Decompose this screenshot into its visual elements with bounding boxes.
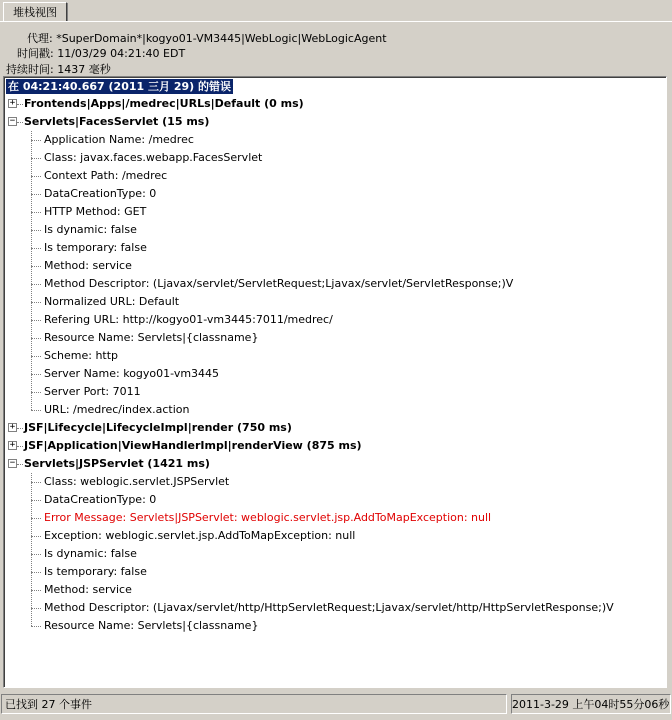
- agent-value: *SuperDomain*|kogyo01-VM3445|WebLogic|WebLogicAgent: [56, 32, 387, 45]
- tree-connector: [31, 158, 41, 159]
- trace-header: [0, 22, 672, 76]
- tree-connector: [31, 554, 41, 555]
- status-datetime: 2011-3-29 上午04时55分06秒: [511, 694, 671, 714]
- property-row[interactable]: Is temporary: false: [44, 565, 147, 578]
- tree-connector: [31, 176, 41, 177]
- tree-connector: [17, 428, 23, 429]
- tree-root-title[interactable]: 在 04:21:40.667 (2011 三月 29) 的错误: [8, 80, 231, 93]
- tree-connector: [31, 284, 41, 285]
- status-bar: [0, 692, 672, 720]
- property-row[interactable]: Method: service: [44, 259, 132, 272]
- tree-node[interactable]: JSF|Application|ViewHandlerImpl|renderView (875 ms): [24, 439, 362, 452]
- timestamp-label: 时间戳:: [17, 47, 54, 60]
- error-message-row[interactable]: Error Message: Servlets|JSPServlet: weblogic.servlet.jsp.AddToMapException: null: [44, 511, 492, 524]
- property-row[interactable]: Resource Name: Servlets|{classname}: [44, 331, 259, 344]
- tree-connector: [31, 248, 41, 249]
- tree-connector: [31, 140, 41, 141]
- tree-connector: [31, 392, 41, 393]
- trace-tree-panel[interactable]: [3, 76, 667, 688]
- property-row[interactable]: Application Name: /medrec: [44, 133, 194, 146]
- tree-connector: [31, 338, 41, 339]
- property-row[interactable]: Is temporary: false: [44, 241, 147, 254]
- tree-connector: [17, 464, 23, 465]
- tree-connector: [17, 122, 23, 123]
- tree-connector: [31, 266, 41, 267]
- expand-plus-icon[interactable]: +: [9, 98, 16, 108]
- tree-node[interactable]: Servlets|JSPServlet (1421 ms): [24, 457, 210, 470]
- property-row[interactable]: Is dynamic: false: [44, 223, 137, 236]
- property-row[interactable]: Is dynamic: false: [44, 547, 137, 560]
- tree-connector: [31, 212, 41, 213]
- tree-connector: [31, 608, 41, 609]
- expand-plus-icon[interactable]: +: [9, 422, 16, 432]
- tree-connector: [17, 446, 23, 447]
- property-row[interactable]: Server Port: 7011: [44, 385, 141, 398]
- collapse-minus-icon[interactable]: −: [9, 458, 16, 468]
- duration-label: 持续时间:: [6, 63, 54, 76]
- expand-plus-icon[interactable]: +: [9, 440, 16, 450]
- property-row[interactable]: Method: service: [44, 583, 132, 596]
- tree-connector: [31, 131, 32, 410]
- tree-connector: [31, 320, 41, 321]
- property-row[interactable]: Normalized URL: Default: [44, 295, 180, 308]
- property-row[interactable]: DataCreationType: 0: [44, 187, 157, 200]
- property-row[interactable]: Server Name: kogyo01-vm3445: [44, 367, 220, 380]
- tab-stack-view[interactable]: 堆栈视图: [3, 2, 67, 22]
- property-row[interactable]: URL: /medrec/index.action: [44, 403, 190, 416]
- property-row[interactable]: Class: javax.faces.webapp.FacesServlet: [44, 151, 263, 164]
- property-row[interactable]: HTTP Method: GET: [44, 205, 147, 218]
- agent-label: 代理:: [27, 32, 53, 45]
- tree-node[interactable]: Frontends|Apps|/medrec|URLs|Default (0 ms): [24, 97, 304, 110]
- tree-connector: [31, 302, 41, 303]
- tree-connector: [31, 590, 41, 591]
- tab-strip: [0, 0, 672, 22]
- property-row[interactable]: Method Descriptor: (Ljavax/servlet/ServletRequest;Ljavax/servlet/ServletResponse;)V: [44, 277, 514, 290]
- tree-connector: [31, 374, 41, 375]
- property-row[interactable]: Class: weblogic.servlet.JSPServlet: [44, 475, 230, 488]
- tree-connector: [31, 518, 41, 519]
- tree-connector: [31, 230, 41, 231]
- property-row[interactable]: Method Descriptor: (Ljavax/servlet/http/HttpServletRequest;Ljavax/servlet/http/HttpServletResponse;)V: [44, 601, 614, 614]
- property-row[interactable]: Scheme: http: [44, 349, 119, 362]
- tree-connector: [31, 194, 41, 195]
- tree-connector: [31, 410, 41, 411]
- tree-connector: [31, 482, 41, 483]
- tree-connector: [31, 572, 41, 573]
- tree-connector: [17, 104, 23, 105]
- tree-connector: [31, 473, 32, 626]
- tree-connector: [31, 626, 41, 627]
- tree-node[interactable]: Servlets|FacesServlet (15 ms): [24, 115, 210, 128]
- duration-row: [6, 61, 111, 77]
- property-row[interactable]: Refering URL: http://kogyo01-vm3445:7011/medrec/: [44, 313, 333, 326]
- duration-value: 1437 毫秒: [57, 63, 111, 76]
- tree-node[interactable]: JSF|Lifecycle|LifecycleImpl|render (750 ms): [24, 421, 292, 434]
- tree-connector: [31, 356, 41, 357]
- status-events: 已找到 27 个事件: [1, 694, 507, 714]
- agent-row: [27, 30, 387, 46]
- property-row[interactable]: Resource Name: Servlets|{classname}: [44, 619, 259, 632]
- timestamp-value: 11/03/29 04:21:40 EDT: [57, 47, 186, 60]
- property-row[interactable]: DataCreationType: 0: [44, 493, 157, 506]
- timestamp-row: [17, 45, 185, 61]
- collapse-minus-icon[interactable]: −: [9, 116, 16, 126]
- tree-connector: [31, 500, 41, 501]
- tree-connector: [31, 536, 41, 537]
- property-row[interactable]: Exception: weblogic.servlet.jsp.AddToMapException: null: [44, 529, 356, 542]
- property-row[interactable]: Context Path: /medrec: [44, 169, 168, 182]
